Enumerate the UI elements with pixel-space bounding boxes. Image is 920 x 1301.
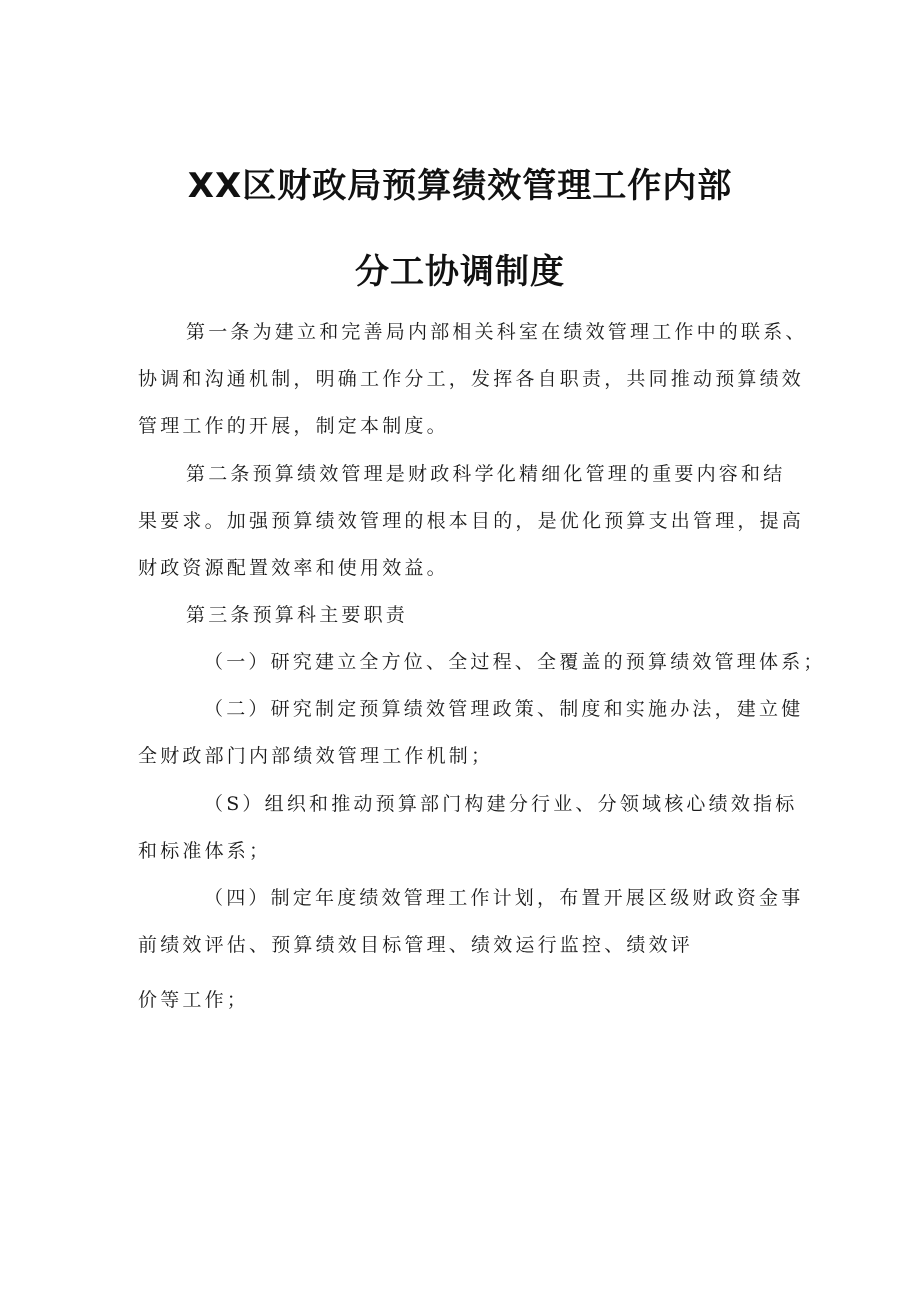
article-2-line-1: 第二条预算绩效管理是财政科学化精细化管理的重要内容和结 [186, 463, 786, 485]
article-1-line-3: 管理工作的开展，制定本制度。 [138, 415, 449, 437]
duty-4-line-2: 前绩效评估、预算绩效目标管理、绩效运行监控、绩效评 [138, 934, 694, 956]
duty-2-line-2: 全财政部门内部绩效管理工作机制； [138, 745, 494, 767]
document-title-line-1: XX区财政局预算绩效管理工作内部 [187, 166, 733, 206]
duty-4-line-1: （四）制定年度绩效管理工作计划，布置开展区级财政资金事 [204, 887, 804, 909]
article-3-heading: 第三条预算科主要职责 [186, 604, 409, 626]
duty-1-line-1: （一）研究建立全方位、全过程、全覆盖的预算绩效管理体系； [204, 651, 826, 673]
duty-2-line-1: （二）研究制定预算绩效管理政策、制度和实施办法，建立健 [204, 698, 804, 720]
article-2-line-2: 果要求。加强预算绩效管理的根本目的，是优化预算支出管理，提高 [138, 510, 805, 532]
article-2-line-3: 财政资源配置效率和使用效益。 [138, 557, 449, 579]
article-1-line-2: 协调和沟通机制，明确工作分工，发挥各自职责，共同推动预算绩效 [138, 368, 805, 390]
duty-3-line-2: 和标准体系； [138, 840, 272, 862]
article-1-line-1: 第一条为建立和完善局内部相关科室在绩效管理工作中的联系、 [186, 321, 808, 343]
document-title-line-2: 分工协调制度 [355, 252, 565, 292]
duty-3-line-1: （S）组织和推动预算部门构建分行业、分领域核心绩效指标 [204, 793, 798, 815]
duty-4-line-3: 价等工作； [138, 989, 250, 1011]
